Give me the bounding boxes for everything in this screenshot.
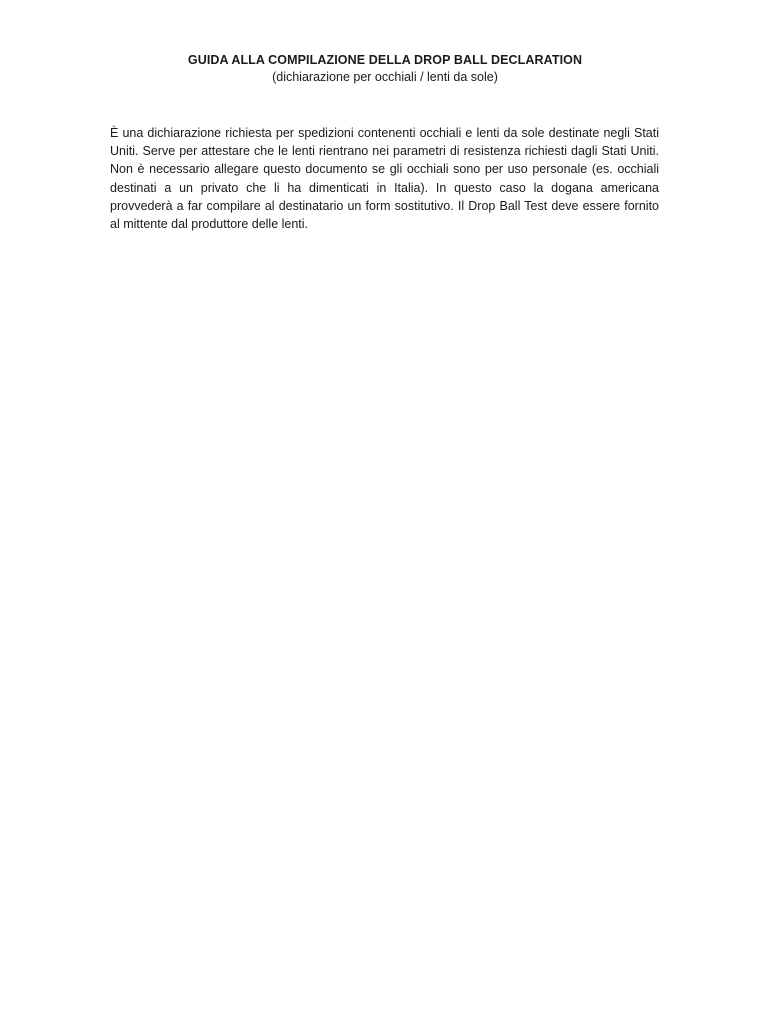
document-subtitle: (dichiarazione per occhiali / lenti da sole)	[272, 70, 498, 84]
document-header	[0, 52, 770, 86]
document-title: GUIDA ALLA COMPILAZIONE DELLA DROP BALL DECLARATION	[187, 53, 583, 67]
document-body-paragraph: È una dichiarazione richiesta per spedizioni contenenti occhiali e lenti da sole destinate negli Stati Uniti. Serve per attestare che le lenti rientrano nei parametri di resistenza richiesti dagli Stati Uniti. Non è necessario allegare questo documento se gli occhiali sono per uso personale (es. occhiali destinati a un privato che li ha dimenticati in Italia). In questo caso la dogana americana provvederà a far compilare al destinatario un form sostitutivo. Il Drop Ball Test deve essere fornito al mittente dal produttore delle lenti.	[110, 126, 659, 232]
